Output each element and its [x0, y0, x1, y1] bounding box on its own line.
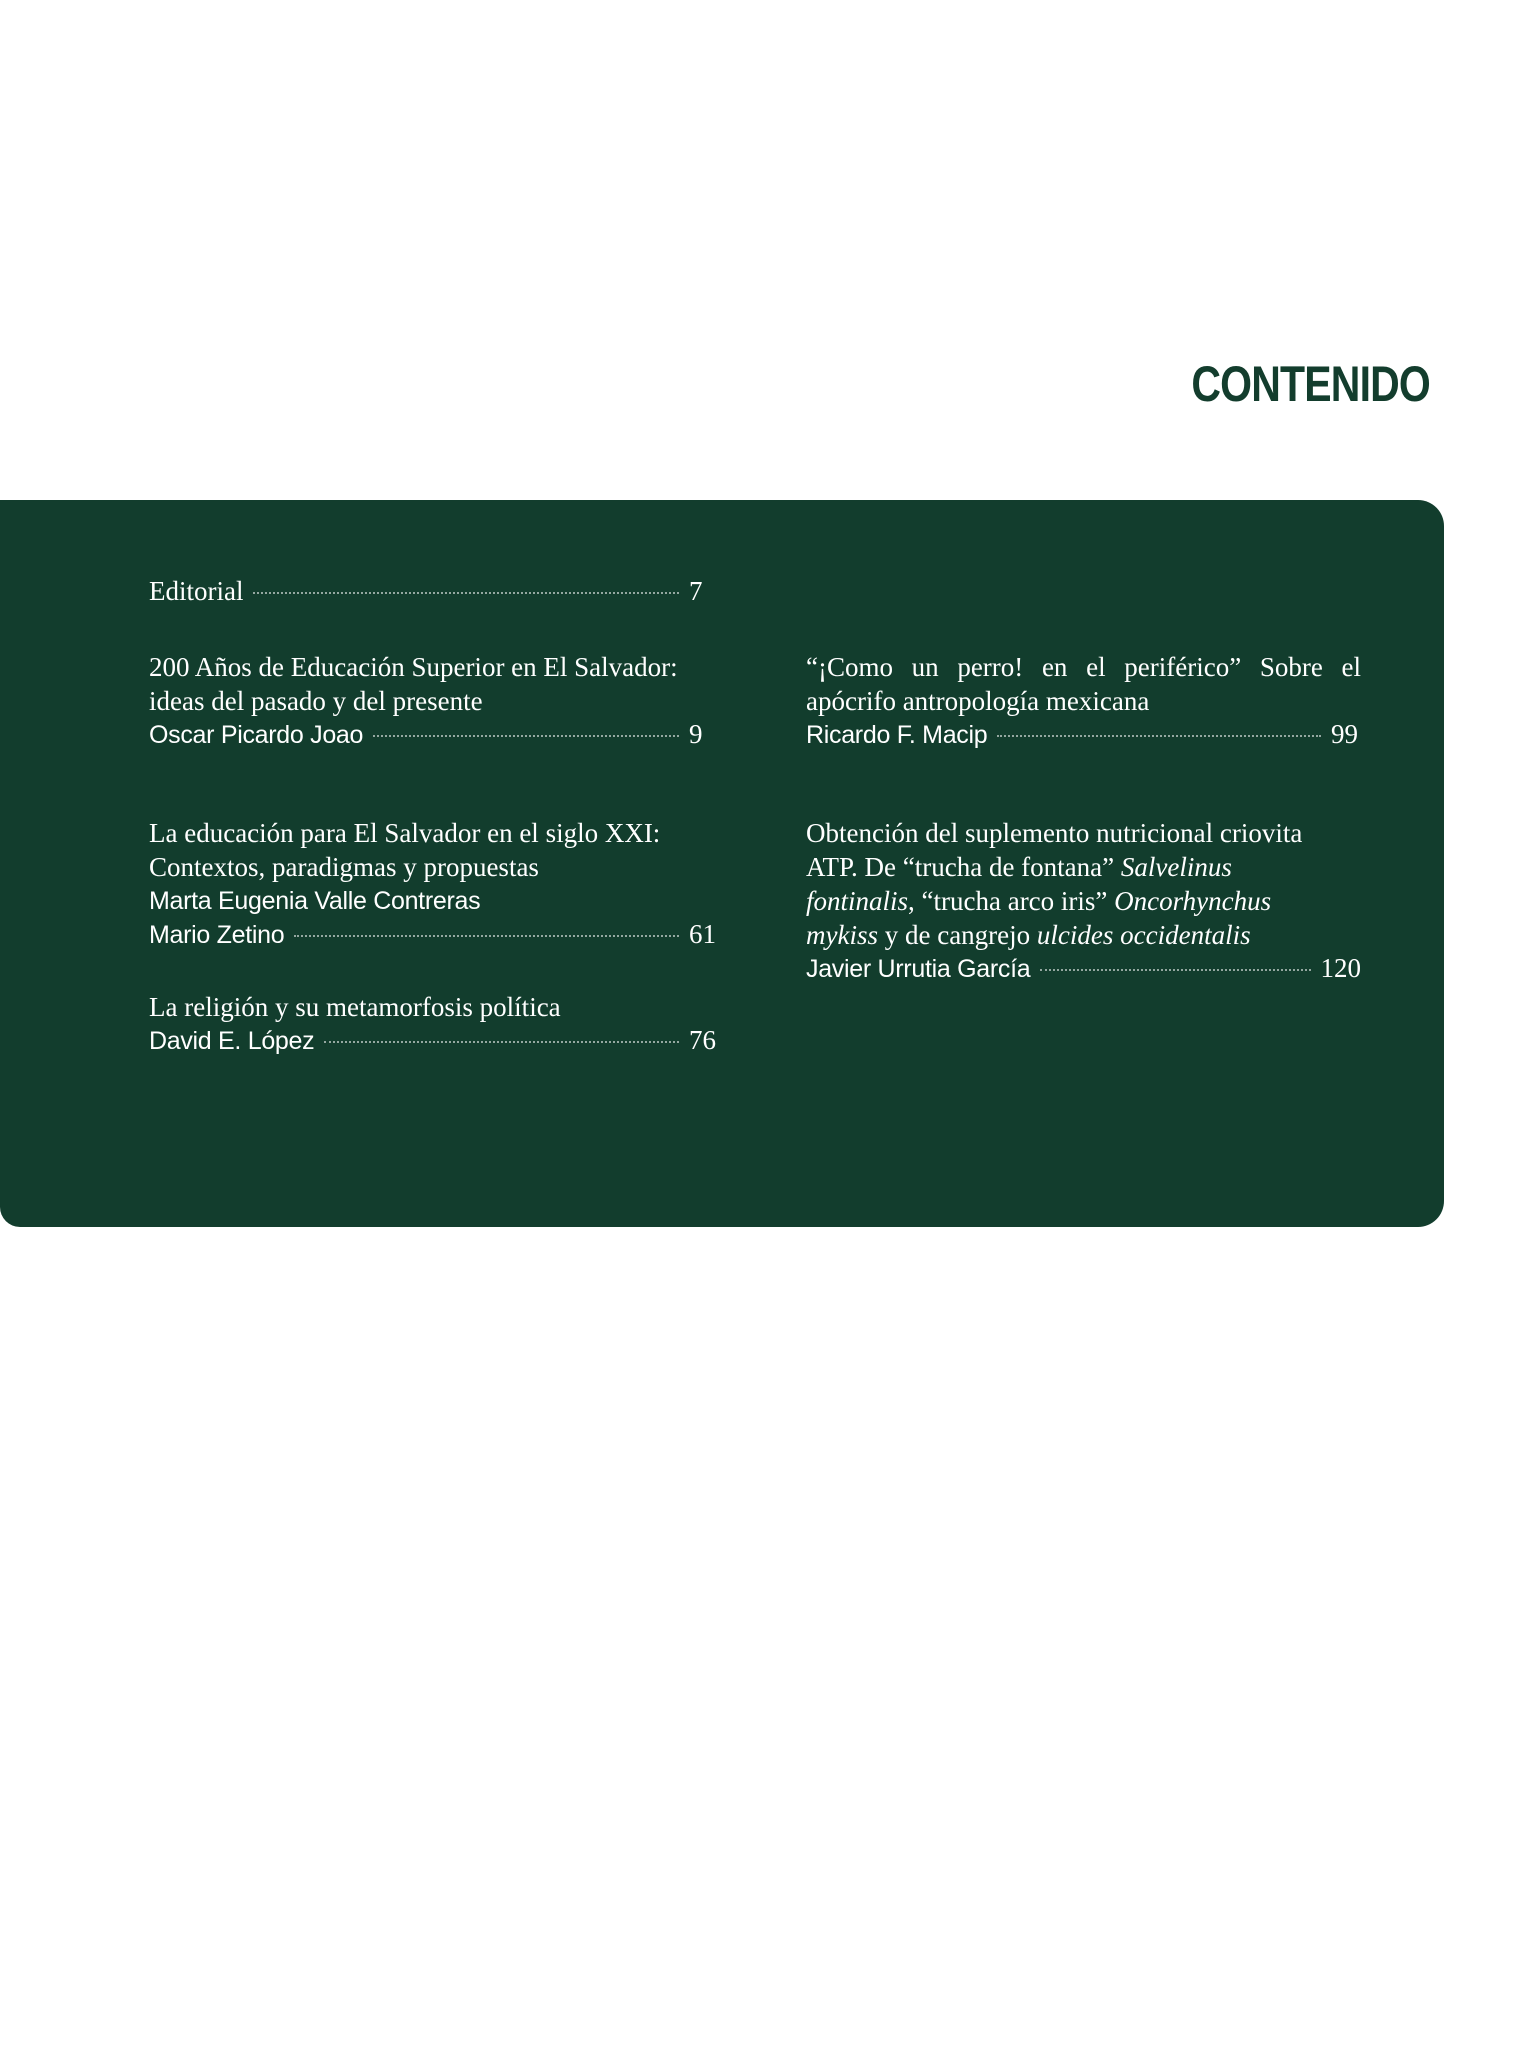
page-number: 9 [689, 719, 703, 749]
species-name: Salvelinus [1120, 852, 1232, 882]
page-number: 76 [689, 1025, 716, 1055]
contents-panel [0, 500, 1444, 1227]
title-text: , “trucha arco iris” [908, 886, 1115, 916]
entry-author: Javier Urrutia García [806, 955, 1031, 983]
entry-title-line [806, 850, 1361, 884]
entry-author: Oscar Picardo Joao [149, 721, 364, 749]
dot-leader [1040, 969, 1310, 971]
entry-title: Contextos, paradigmas y propuestas [149, 852, 539, 882]
entry-title: Editorial [149, 576, 244, 606]
toc-entry-criovita[interactable] [806, 816, 1361, 986]
toc-entry-religion[interactable] [149, 990, 719, 1058]
species-name: mykiss [806, 920, 878, 950]
title-text: y de cangrejo [877, 920, 1037, 950]
entry-title: La religión y su metamorfosis política [149, 992, 561, 1022]
dot-leader [373, 735, 679, 737]
toc-entry-editorial[interactable] [149, 574, 719, 608]
title-text: ATP. De “trucha de fontana” [806, 852, 1121, 882]
dot-leader [324, 1041, 679, 1043]
entry-title: ideas del pasado y del presente [149, 686, 483, 716]
entry-author: David E. López [149, 1027, 315, 1055]
dot-leader [997, 735, 1321, 737]
entry-title: 200 Años de Educación Superior en El Salvador: [149, 652, 678, 682]
entry-author: Ricardo F. Macip [806, 721, 988, 749]
page-number: 61 [689, 919, 716, 949]
toc-entry-educacion-superior[interactable] [149, 650, 719, 752]
entry-title-line [806, 918, 1361, 952]
page-number: 120 [1320, 953, 1361, 983]
species-name: ulcides occidentalis [1036, 920, 1251, 950]
species-name: Oncorhynchus [1114, 886, 1272, 916]
entry-title: Obtención del suplemento nutricional criovita [806, 818, 1303, 848]
page-title: CONTENIDO [1191, 356, 1430, 412]
page-number: 7 [689, 576, 703, 606]
toc-entry-como-un-perro[interactable] [806, 650, 1361, 752]
dot-leader [253, 592, 679, 594]
entry-author: Mario Zetino [149, 921, 285, 949]
species-name: fontinalis [806, 886, 909, 916]
toc-entry-educacion-siglo-xxi[interactable] [149, 816, 719, 952]
entry-title: “¡Como un perro! en el periférico” Sobre el [806, 652, 1361, 682]
page-number: 99 [1331, 719, 1358, 749]
entry-title-line [806, 884, 1361, 918]
entry-author: Marta Eugenia Valle Contreras [149, 887, 481, 915]
dot-leader [294, 935, 679, 937]
entry-title: La educación para El Salvador en el siglo XXI: [149, 818, 661, 848]
entry-title: apócrifo antropología mexicana [806, 686, 1150, 716]
